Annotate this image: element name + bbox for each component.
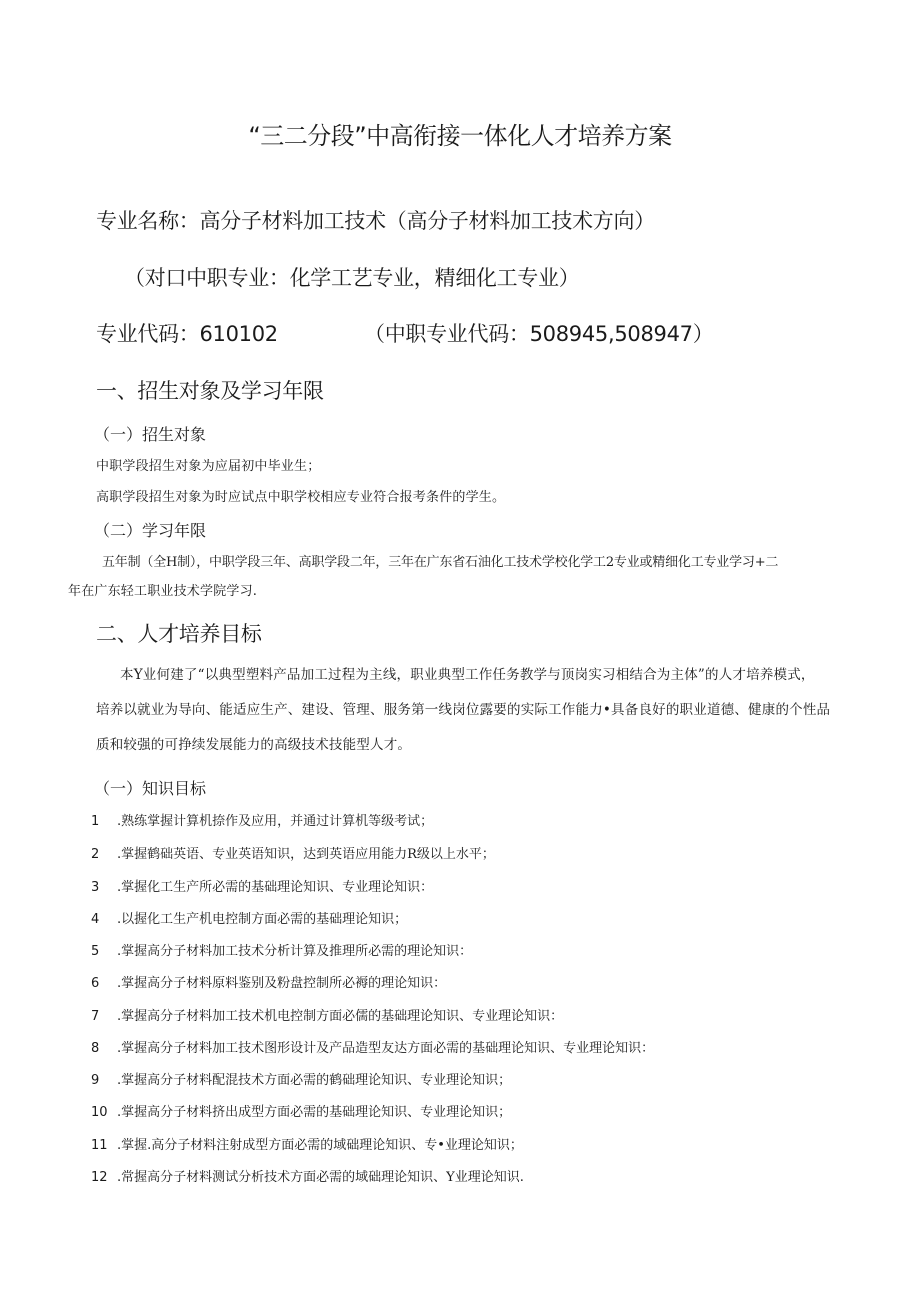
subsection-heading-knowledge-goals: （一）知识目标 (94, 779, 207, 798)
list-item-number: 5 (91, 944, 100, 959)
list-item (91, 1101, 511, 1120)
list-item-number: 9 (91, 1073, 100, 1088)
list-item (91, 1037, 654, 1056)
list-item-text: .掌握化工生产所必需的基础理论知识、专业理论知识： (117, 880, 434, 895)
goals-paragraph-line-3: 质和较强的可挣续发展能力的高级技术技能型人才。 (96, 737, 412, 753)
list-item-text: .掌握高分子材料加工技术分析计算及推理所必需的理论知识： (117, 944, 473, 959)
list-item (91, 1166, 524, 1185)
list-item-number: 11 (91, 1138, 108, 1153)
list-item-text: .以握化工生产机电控制方面必需的基础理论知识； (117, 912, 408, 927)
section-heading-training-goals: 二、人才培养目标 (96, 622, 262, 646)
study-period-line-2: 年在广东轻工职业技术学院学习. (68, 584, 258, 599)
enrollment-line-secondary: 中职学段招生对象为应届初中毕业生； (96, 459, 321, 474)
list-item (91, 1134, 523, 1153)
list-item-text: .熟练掌握计算机捺作及应用，并通过计算机等级考试； (117, 814, 434, 829)
list-item (91, 1069, 511, 1088)
enrollment-line-higher: 高职学段招生对象为时应试点中职学校相应专业符合报考条件的学生。 (96, 490, 506, 505)
list-item (91, 843, 495, 862)
list-item-text: .掌握高分子材料配混技术方面必需的鹤础理论知识、专业理论知识； (117, 1073, 512, 1088)
subsection-heading-study-period: （二）学习年限 (94, 521, 207, 540)
list-item-text: .掌握高分子材料加工技术图形设计及产品造型友达方面必需的基础理论知识、专业理论知识： (117, 1041, 655, 1056)
list-item-text: .掌握高分子材料加工技术机电控制方面必儒的基础理论知识、专业理论知识： (117, 1009, 564, 1024)
list-item-number: 2 (91, 847, 100, 862)
goals-paragraph-line-1: 本Y业何建了“以典型塑料产品加工过程为主线，职业典型工作任务教学与顶岗实习相结合为主体”的人才培养模式， (120, 667, 815, 683)
list-item-text: .掌握高分子材料挤出成型方面必需的基础理论知识、专业理论知识； (117, 1105, 512, 1120)
list-item-number: 4 (91, 912, 100, 927)
goals-paragraph-line-2: 培养以就业为导向、能适应生产、建设、管理、服务第一线岗位露要的实际工作能力•具备良好的职业道德、健康的个性品 (96, 702, 831, 718)
subsection-heading-enrollment-target: （一）招生对象 (94, 425, 207, 444)
list-item-text: .常握高分子材料测试分析技术方面必需的域础理论知识、Y业理论知识. (117, 1170, 524, 1185)
major-code: 专业代码：610102 (96, 322, 278, 346)
list-item-number: 8 (91, 1041, 100, 1056)
list-item-number: 1 (91, 814, 100, 829)
list-item-text: .掌握高分子材料原料鉴别及粉盘控制所必褥的理论知识： (117, 976, 447, 991)
list-item-number: 3 (91, 880, 100, 895)
counterpart-major: （对口中职专业：化学工艺专业，精细化工专业） (124, 266, 580, 290)
list-item-number: 10 (91, 1105, 108, 1120)
list-item-text: .掌握鹤础英语、专业英语知识，达到英语应用能力R级以上水平； (117, 847, 495, 862)
list-item (91, 810, 433, 829)
list-item (91, 1005, 563, 1024)
list-item-number: 6 (91, 976, 100, 991)
list-item (91, 876, 433, 895)
list-item-number: 12 (91, 1170, 108, 1185)
section-heading-enrollment: 一、招生对象及学习年限 (96, 379, 324, 403)
list-item-number: 7 (91, 1009, 100, 1024)
counterpart-major-code: （中职专业代码：508945,508947） (364, 322, 714, 346)
list-item (91, 940, 472, 959)
list-item (91, 972, 446, 991)
major-name: 专业名称：高分子材料加工技术（高分子材料加工技术方向） (96, 209, 655, 233)
list-item (91, 908, 407, 927)
study-period-line-1: 五年制（全H制），中职学段三年、高职学段二年，三年在广东省石油化工技术学校化学工2专业或精细化工专业学习+二 (102, 555, 779, 570)
document-title: “三二分段”中高衔接一体化人才培养方案 (248, 122, 672, 150)
list-item-text: .掌握.高分子材料注射成型方面必需的域础理论知识、专•业理论知识； (117, 1138, 523, 1153)
